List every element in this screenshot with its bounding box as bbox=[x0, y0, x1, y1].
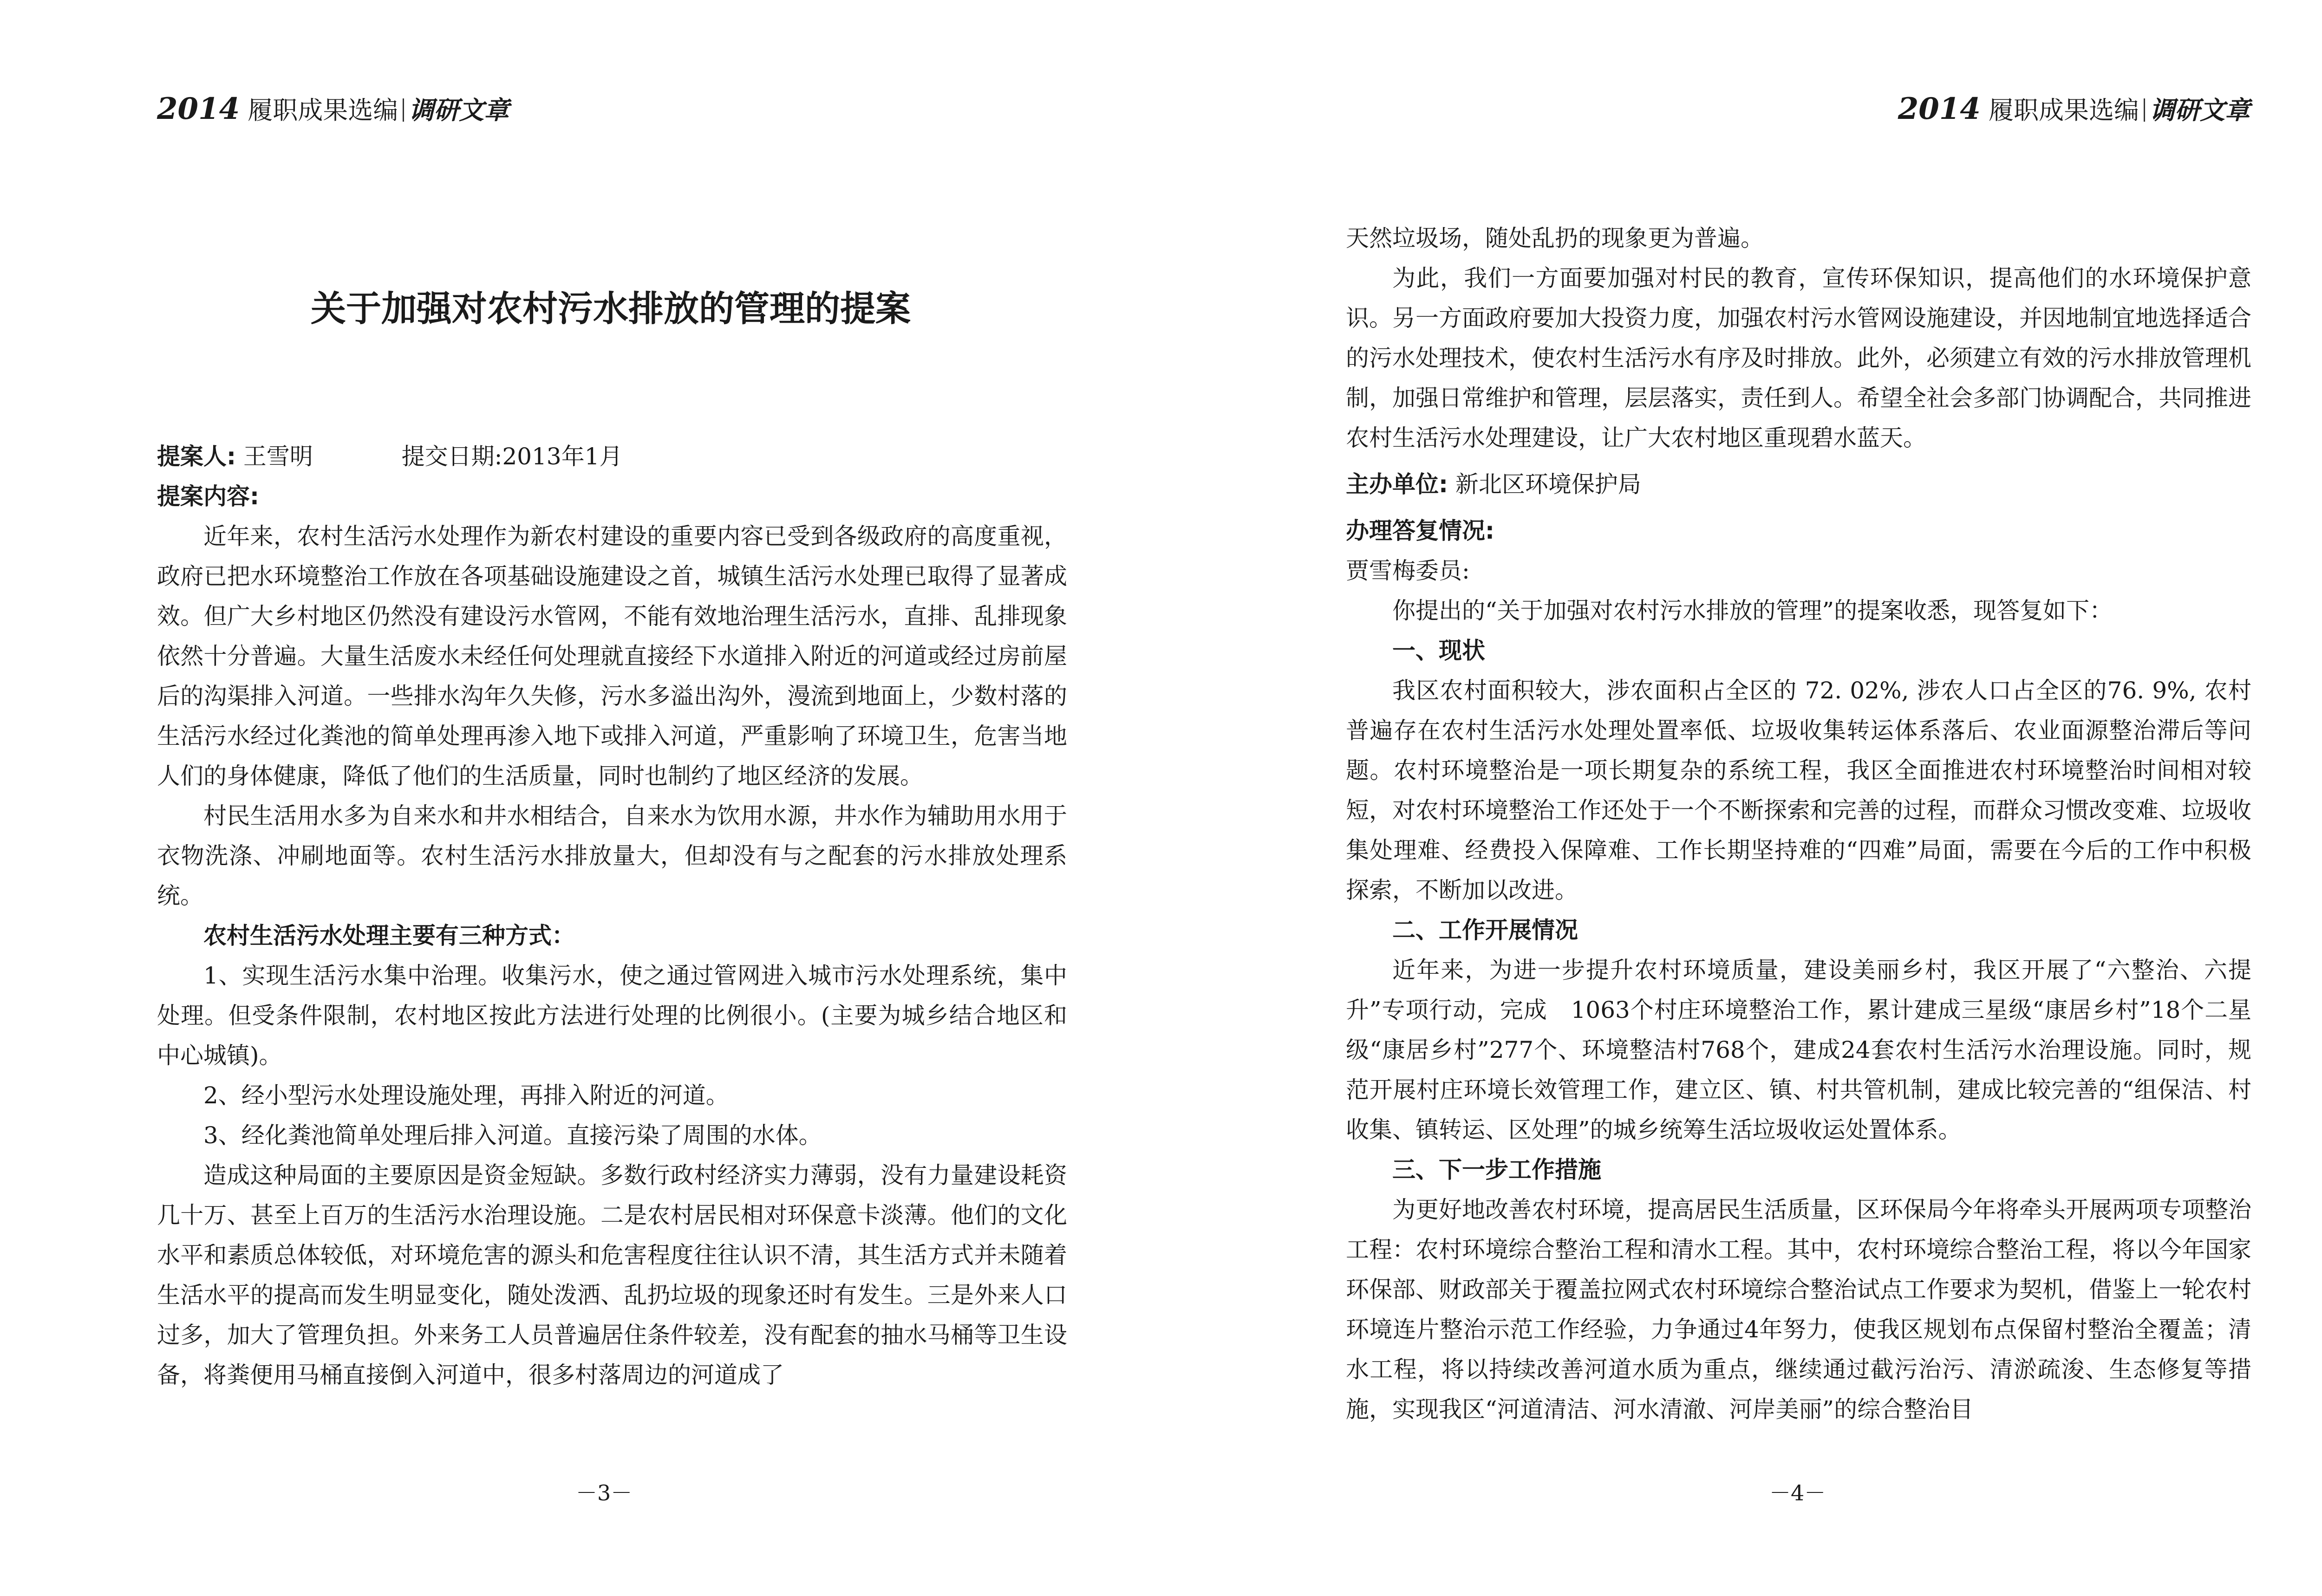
date-value: 2013年1月 bbox=[502, 443, 623, 470]
page-number: －4－ bbox=[1769, 1480, 1826, 1505]
header-divider bbox=[403, 98, 404, 122]
section-heading: 农村生活污水处理主要有三种方式： bbox=[203, 922, 575, 949]
addressee: 贾雪梅委员: bbox=[1346, 557, 1470, 584]
left-body bbox=[157, 436, 1067, 1395]
header-series: 履职成果选编 bbox=[248, 96, 398, 125]
right-page bbox=[1196, 0, 2322, 1596]
paragraph-continued: 天然垃圾场，随处乱扔的现象更为普遍。 bbox=[1346, 225, 1764, 252]
paragraph: 造成这种局面的主要原因是资金短缺。多数行政村经济实力薄弱，没有力量建设耗资几十万、甚至上百万的生活污水治理设施。二是农村居民相对环保意卡淡薄。他们的文化水平和素质总体较低，对环境危害的源头和危害程度往往认识不清，其生活方式并未随着生活水平的提高而发生明显变化，随处泼洒、乱扔垃圾的现象还时有发生。三是外来人口过多，加大了管理负担。外来务工人员普遍居住条件较差，没有配套的抽水马桶等卫生设备，将粪便用马桶直接倒入河道中，很多村落周边的河道成了 bbox=[157, 1162, 1067, 1388]
list-item: 1、实现生活污水集中治理。收集污水，使之通过管网进入城市污水处理系统，集中处理。但受条件限制，农村地区按此方法进行处理的比例很小。(主要为城乡结合地区和中心城镇)。 bbox=[157, 962, 1067, 1069]
running-header bbox=[157, 91, 509, 126]
right-body bbox=[1346, 218, 2251, 1429]
paragraph: 村民生活用水多为自来水和井水相结合，自来水为饮用水源，井水作为辅助用水用于衣物洗涤、冲刷地面等。农村生活污水排放量大，但却没有与之配套的污水排放处理系统。 bbox=[157, 802, 1067, 909]
document-title: 关于加强对农村污水排放的管理的提案 bbox=[311, 288, 911, 329]
reply-label: 办理答复情况: bbox=[1346, 517, 1494, 544]
section-heading: 三、下一步工作措施 bbox=[1392, 1156, 1601, 1183]
content-label: 提案内容: bbox=[157, 483, 259, 510]
section-heading: 二、工作开展情况 bbox=[1392, 916, 1578, 944]
proposer-label: 提案人: bbox=[157, 443, 236, 470]
date-label: 提交日期: bbox=[401, 443, 502, 470]
host-value: 新北区环境保护局 bbox=[1455, 471, 1641, 498]
section-heading: 一、现状 bbox=[1392, 637, 1485, 664]
header-column: 调研文章 bbox=[409, 95, 509, 125]
header-divider bbox=[2144, 98, 2145, 122]
running-header bbox=[1898, 91, 2250, 126]
paragraph: 你提出的“关于加强对农村污水排放的管理”的提案收悉，现答复如下： bbox=[1392, 597, 2113, 624]
host-line bbox=[1346, 464, 2251, 504]
header-year: 2014 bbox=[157, 91, 240, 126]
page-number: －3－ bbox=[576, 1480, 633, 1505]
paragraph: 近年来，农村生活污水处理作为新农村建设的重要内容已受到各级政府的高度重视，政府已把水环境整治工作放在各项基础设施建设之首，城镇生活污水处理已取得了显著成效。但广大乡村地区仍然没有建设污水管网，不能有效地治理生活污水，直排、乱排现象依然十分普遍。大量生活废水未经任何处理就直接经下水道排入附近的河道或经过房前屋后的沟渠排入河道。一些排水沟年久失修，污水多溢出沟外，漫流到地面上，少数村落的生活污水经过化粪池的简单处理再渗入地下或排入河道，严重影响了环境卫生，危害当地人们的身体健康，降低了他们的生活质量，同时也制约了地区经济的发展。 bbox=[157, 523, 1067, 789]
header-column: 调研文章 bbox=[2150, 95, 2250, 125]
header-year: 2014 bbox=[1898, 91, 1981, 126]
proposer-line bbox=[157, 436, 1067, 476]
header-series: 履职成果选编 bbox=[1989, 96, 2139, 125]
proposer-value: 王雪明 bbox=[243, 443, 313, 470]
paragraph: 为更好地改善农村环境，提高居民生活质量，区环保局今年将牵头开展两项专项整治工程：农村环境综合整治工程和清水工程。其中，农村环境综合整治工程，将以今年国家环保部、财政部关于覆盖拉网式农村环境综合整治试点工作要求为契机，借鉴上一轮农村环境连片整治示范工作经验，力争通过4年努力，使我区规划布点保留村整治全覆盖；清水工程，将以持续改善河道水质为重点，继续通过截污治污、清淤疏浚、生态修复等措施，实现我区“河道清洁、河水清澈、河岸美丽”的综合整治目 bbox=[1346, 1196, 2251, 1423]
list-item: 3、经化粪池简单处理后排入河道。直接污染了周围的水体。 bbox=[203, 1122, 822, 1149]
paragraph: 我区农村面积较大，涉农面积占全区的 72. 02%, 涉农人口占全区的76. 9%, 农村普遍存在农村生活污水处理处置率低、垃圾收集转运体系落后、农业面源整治滞后等问题。农村环境整治是一项长期复杂的系统工程，我区全面推进农村环境整治时间相对较短，对农村环境整治工作还处于一个不断探索和完善的过程，而群众习惯改变难、垃圾收集处理难、经费投入保障难、工作长期坚持难的“四难”局面，需要在今后的工作中积极探索，不断加以改进。 bbox=[1346, 677, 2251, 904]
paragraph: 为此，我们一方面要加强对村民的教育，宣传环保知识，提高他们的水环境保护意识。另一方面政府要加大投资力度，加强农村污水管网设施建设，并因地制宜地选择适合的污水处理技术，使农村生活污水有序及时排放。此外，必须建立有效的污水排放管理机制，加强日常维护和管理，层层落实，责任到人。希望全社会多部门协调配合，共同推进农村生活污水处理建设，让广大农村地区重现碧水蓝天。 bbox=[1346, 265, 2251, 451]
list-item: 2、经小型污水处理设施处理，再排入附近的河道。 bbox=[203, 1082, 729, 1109]
host-label: 主办单位: bbox=[1346, 471, 1448, 498]
paragraph: 近年来，为进一步提升农村环境质量，建设美丽乡村，我区开展了“六整治、六提升”专项行动，完成 1063个村庄环境整治工作，累计建成三星级“康居乡村”18个二星级“康居乡村”277个、环境整洁村768个，建成24套农村生活污水治理设施。同时，规范开展村庄环境长效管理工作，建立区、镇、村共管机制，建成比较完善的“组保洁、村收集、镇转运、区处理”的城乡统筹生活垃圾收运处置体系。 bbox=[1346, 957, 2251, 1143]
